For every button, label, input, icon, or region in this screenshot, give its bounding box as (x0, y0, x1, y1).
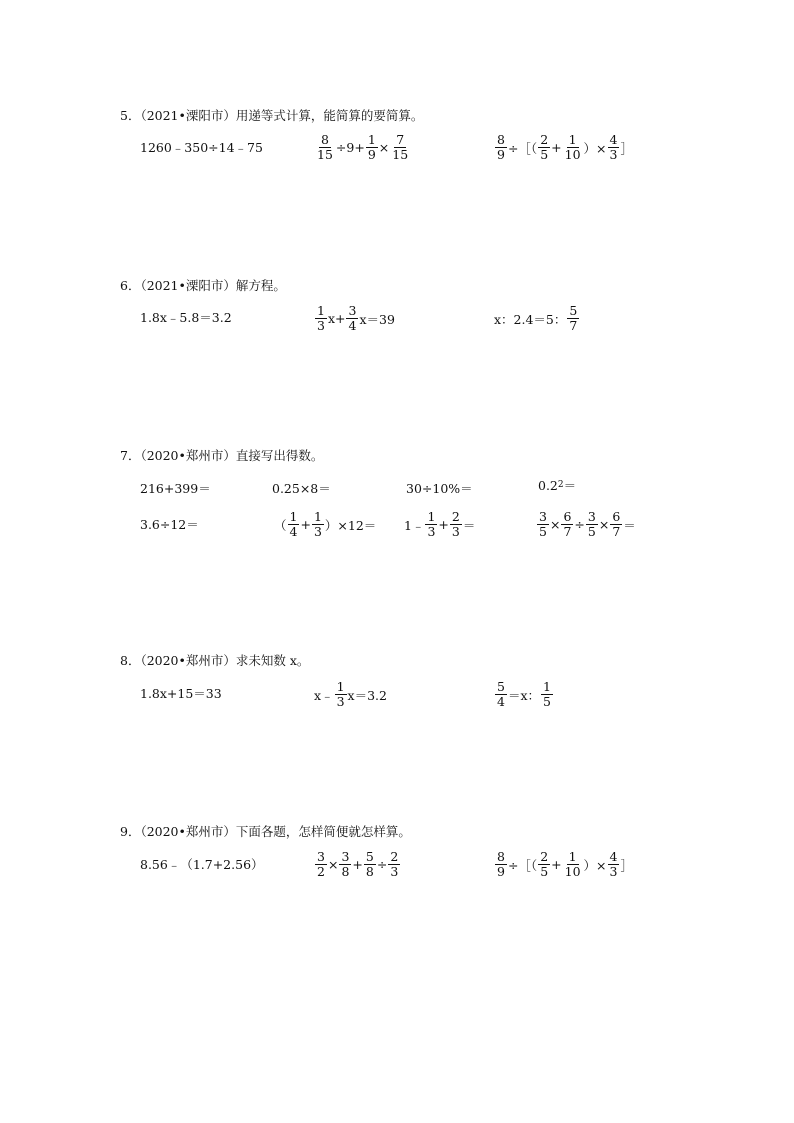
question-7-heading: 7．（2020•郑州市）直接写出得数。 (120, 448, 324, 463)
q5-expression-3: $\frac{8}{9}$ ÷［（ $\frac{2}{5}$ + $\frac{1}{10}$ ）× $\frac{4}{3}$ ］ (497, 132, 633, 162)
q8-expression-3: $\frac{5}{4}$ ＝x： $\frac{1}{5}$ (497, 679, 551, 709)
question-5-heading: 5．（2021•溧阳市）用递等式计算，能简算的要简算。 (120, 108, 424, 123)
q9-expression-2: $\frac{3}{2}$ × $\frac{3}{8}$ + $\frac{5}{8}$ ÷ $\frac{2}{3}$ (317, 849, 399, 879)
q5-expression-1: 1260﹣350÷14﹣75 (140, 140, 263, 155)
q9-expression-3: $\frac{8}{9}$ ÷［（ $\frac{2}{5}$ + $\frac{1}{10}$ ）× $\frac{4}{3}$ ］ (497, 849, 633, 879)
q7-item-4: 0.2 2 ＝ (538, 477, 577, 493)
q7-item-6: （ $\frac{1}{4}$ + $\frac{1}{3}$ ）×12＝ (274, 509, 377, 539)
q5-expression-2: $\frac{8}{15}$ ÷9+ $\frac{1}{9}$ × $\frac{7}{15}$ (317, 132, 409, 162)
q7-item-2: 0.25×8＝ (272, 481, 331, 496)
q7-item-7: 1﹣ $\frac{1}{3}$ + $\frac{2}{3}$ ＝ (404, 509, 476, 539)
q6-expression-2: $\frac{1}{3}$ x+ $\frac{3}{4}$ x＝39 (317, 303, 395, 333)
q6-expression-3: x：2.4＝5： $\frac{5}{7}$ (494, 303, 578, 333)
q7-item-1: 216+399＝ (140, 481, 211, 496)
q6-expression-1: 1.8x﹣5.8＝3.2 (140, 310, 232, 325)
question-9-heading: 9．（2020•郑州市）下面各题，怎样简便就怎样算。 (120, 824, 411, 839)
q8-expression-1: 1.8x+15＝33 (140, 686, 222, 701)
q8-expression-2: x﹣ $\frac{1}{3}$ x＝3.2 (314, 679, 387, 709)
question-6-heading: 6．（2021•溧阳市）解方程。 (120, 278, 286, 293)
q7-item-5: 3.6÷12＝ (140, 517, 199, 532)
q9-expression-1: 8.56﹣（1.7+2.56） (140, 857, 264, 872)
q7-item-8: $\frac{3}{5}$ × $\frac{6}{7}$ ÷ $\frac{3}{5}$ × $\frac{6}{7}$ ＝ (539, 509, 636, 539)
q7-item-3: 30÷10%＝ (406, 481, 473, 496)
question-8-heading: 8．（2020•郑州市）求未知数 x。 (120, 653, 310, 668)
